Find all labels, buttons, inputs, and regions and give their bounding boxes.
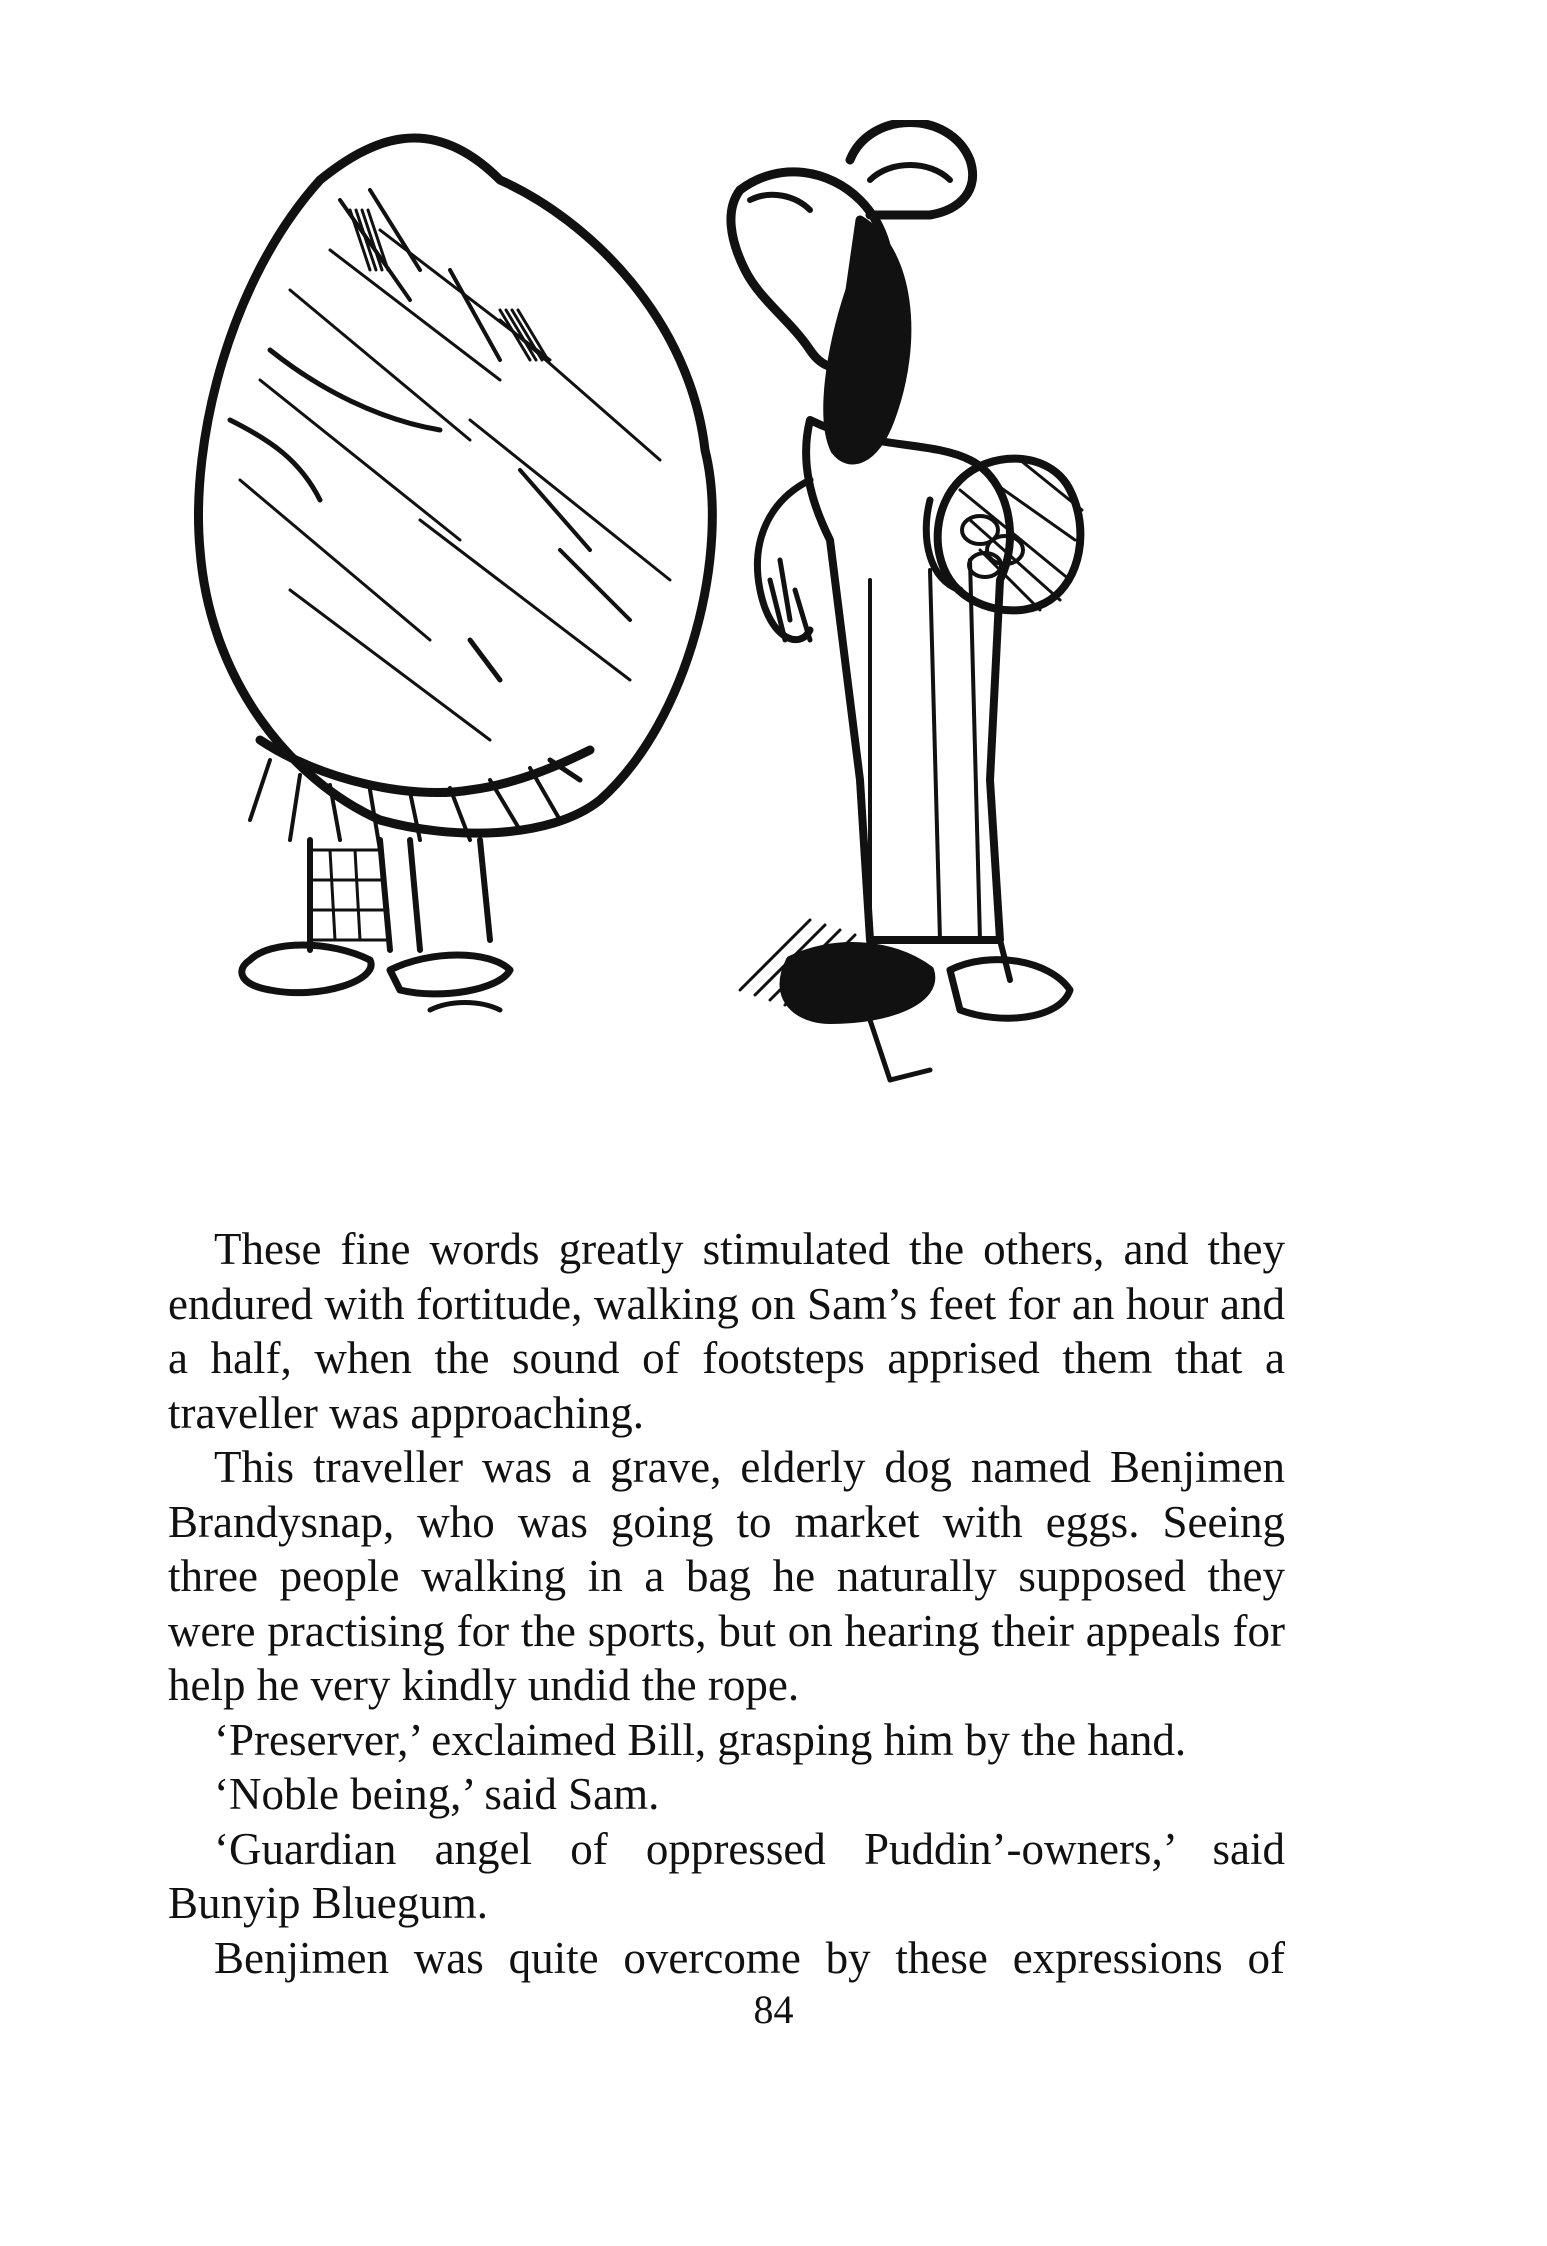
illustration-drawing <box>170 120 1300 1210</box>
body-text <box>168 1222 1285 1985</box>
page-number: 84 <box>753 1987 794 2032</box>
paragraph: These fine words greatly stimulated the others, and they endured with fortitude, walking on Sam’s feet for an hour and a half, when the sound of footsteps apprised them that a traveller was approaching. <box>168 1224 1285 1438</box>
bag-figure-illustration <box>199 138 713 1010</box>
paragraph: ‘Guardian angel of oppressed Puddin’-owners,’ said Bunyip Bluegum. <box>168 1823 1285 1928</box>
paragraph: This traveller was a grave, elderly dog named Benjimen Brandysnap, who was going to market with eggs. Seeing three people walking in a bag he naturally supposed they were practising for the sports, but on hearing their appeals for help he very kindly undid the rope. <box>168 1442 1285 1710</box>
illustration <box>170 120 1300 1210</box>
paragraph: ‘Preserver,’ exclaimed Bill, grasping him by the hand. <box>214 1714 1187 1765</box>
paragraph: ‘Noble being,’ said Sam. <box>214 1769 660 1819</box>
paragraph: Benjimen was quite overcome by these expressions of <box>214 1932 1285 1983</box>
dog-with-egg-basket-illustration <box>731 123 1082 1081</box>
